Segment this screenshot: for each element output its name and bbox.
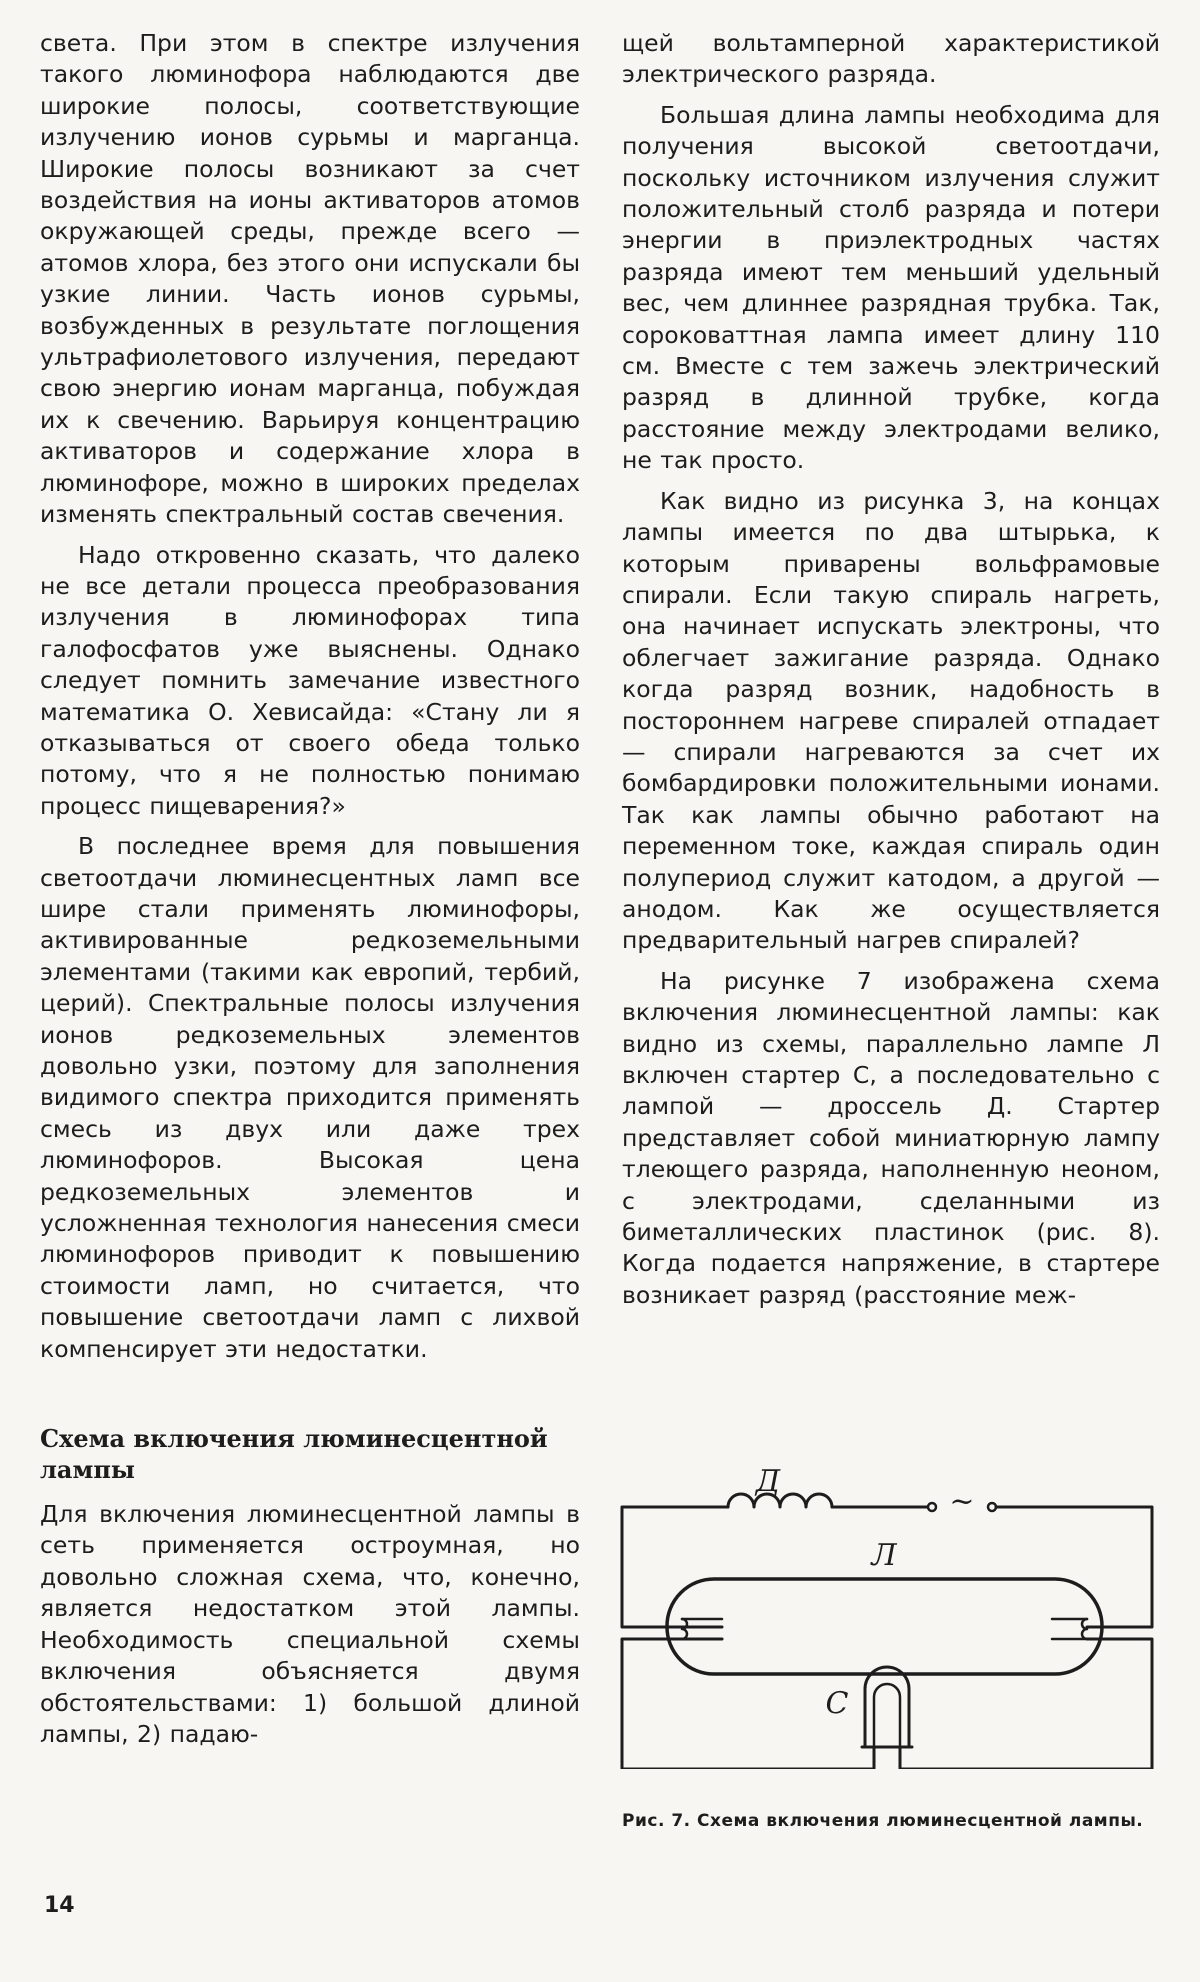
circuit-figure	[612, 1457, 1162, 1769]
paragraph-3: В последнее время для повышения светоотдачи люминесцентных ламп все шире стали применять люминофоры, активированные редкоземельными элементами (такими как европий, тербий, церий). Спектральные полосы излучения ионов редкоземельных элементов довольно узки, поэтому для заполнения видимого спектра приходится применять смесь из двух или даже трех люминофоров. Высокая цена редкоземельных элементов и усложненная технология нанесения смеси люминофоров приводит к повышению стоимости ламп, но считается, что повышение светоотдачи ламп с лихвой компенсирует эти недостатки.	[40, 832, 580, 1363]
starter-bulb-icon	[865, 1667, 909, 1747]
label-ac-symbol: ~	[949, 1484, 975, 1519]
page-number: 14	[44, 1893, 75, 1918]
paragraph-1: света. При этом в спектре излучения такого люминофора наблюдаются две широкие полосы, соответствующие излучению ионов сурьмы и марганца. Широкие полосы возникают за счет воздействия на ионы активаторов атомов окружающей среды, прежде всего — атомов хлора, без этого они испускали бы узкие линии. Часть ионов сурьмы, возбужденных в результате поглощения ультрафиолетового излучения, передают свою энергию ионам марганца, побуждая их к свечению. Варьируя концентрацию активаторов и содержание хлора в люминофоре, можно в широких пределах изменять спектральный состав свечения.	[40, 29, 580, 529]
paragraph-4: Для включения люминесцентной лампы в сеть применяется остроумная, но довольно сложная схема, что, конечно, является недостатком этой лампы. Необходимость специальной схемы включения объясняется двумя обстоятельствами: 1) большой длиной лампы, 2) падаю-	[40, 1500, 580, 1748]
label-lamp: Л	[871, 1538, 897, 1573]
paragraph-5: щей вольтамперной характеристикой электрического разряда.	[622, 29, 1160, 89]
lamp-tube-icon	[667, 1579, 1102, 1674]
circuit-diagram	[612, 1457, 1162, 1769]
right-cathode-icon	[1082, 1619, 1087, 1639]
paragraph-7: Как видно из рисунка 3, на концах лампы имеется по два штырька, к которым приварены вольфрамовые спирали. Если такую спираль нагреть, она начинает испускать электроны, что облегчает зажигание разряда. Однако когда разряд возник, надобность в постороннем нагреве спиралей отпадает — спирали нагреваются за счет их бомбардировки положительными ионами. Так как лампы обычно работают на переменном токе, каждая спираль один полупериод служит катодом, а другой — анодом. Как же осуществляется предварительный нагрев спиралей?	[622, 486, 1160, 955]
terminal-left-icon	[928, 1503, 936, 1511]
circuit-wire-top-right	[996, 1507, 1152, 1627]
label-starter: С	[825, 1686, 849, 1721]
right-column	[622, 28, 1160, 1311]
section-heading: Схема включения люминесцентной лампы	[40, 1424, 548, 1485]
starter-electrodes-icon	[874, 1684, 900, 1745]
label-choke: Д	[755, 1464, 781, 1499]
paragraph-8: На рисунке 7 изображена схема включения люминесцентной лампы: как видно из схемы, параллельно лампе Л включен стартер С, а последовательно с лампой — дроссель Д. Стартер представляет собой миниатюрную лампу тлеющего разряда, наполненную неоном, с электродами, сделанными из биметаллических пластинок (рис. 8). Когда подается напряжение, в стартере возникает разряд (расстояние меж-	[622, 966, 1160, 1309]
figure-caption: Рис. 7. Схема включения люминесцентной лампы.	[622, 1811, 1144, 1831]
circuit-wire-top-left	[622, 1507, 728, 1627]
left-column	[40, 28, 580, 1750]
paragraph-6: Большая длина лампы необходима для получения высокой светоотдачи, поскольку источником излучения служит положительный столб разряда и потери энергии в приэлектродных частях разряда имеют тем меньший удельный вес, чем длиннее разрядная трубка. Так, сороковаттная лампа имеет длину 110 см. Вместе с тем зажечь электрический разряд в длинной трубке, когда расстояние между электродами велико, не так просто.	[622, 100, 1160, 475]
paragraph-2: Надо откровенно сказать, что далеко не все детали процесса преобразования излучения в люминофорах типа галофосфатов уже выяснены. Однако следует помнить замечание известного математика О. Хевисайда: «Стану ли я отказываться от своего обеда только потому, что я не полностью понимаю процесс пищеварения?»	[40, 540, 580, 820]
circuit-wire-bottom-right	[900, 1639, 1152, 1769]
left-cathode-icon	[682, 1619, 687, 1639]
